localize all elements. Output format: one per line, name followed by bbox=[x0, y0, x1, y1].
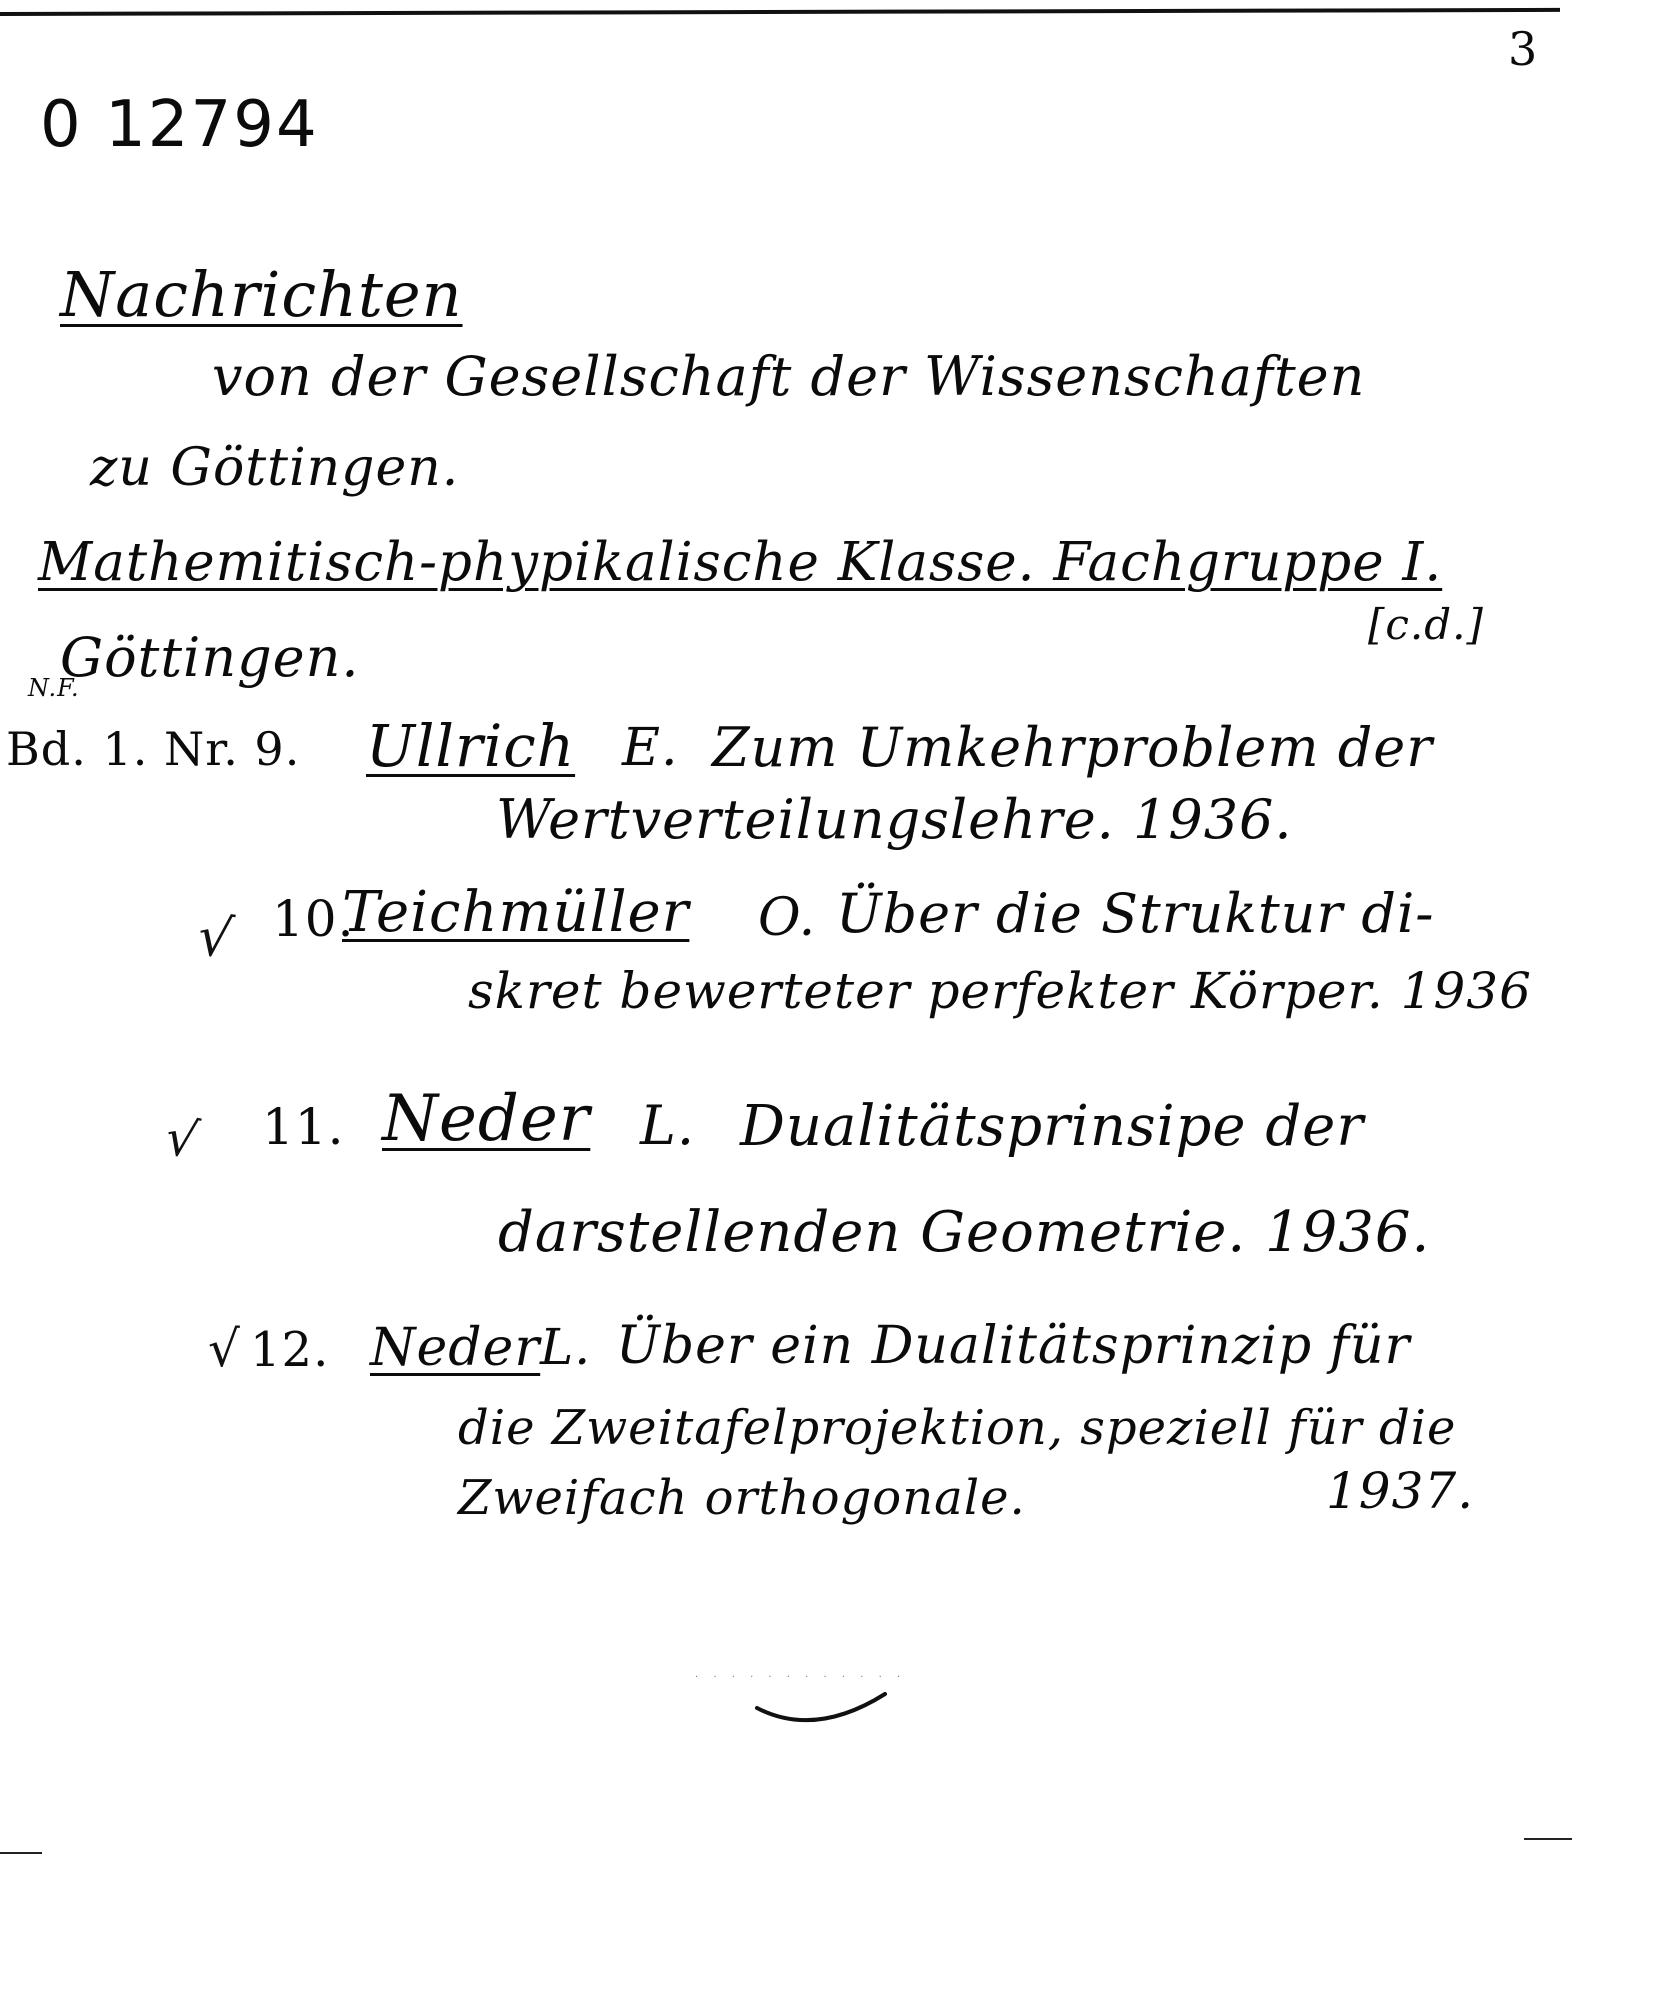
volume-label: Bd. 1. Nr. 9. bbox=[6, 722, 301, 776]
stray-pen-stroke bbox=[755, 1690, 895, 1740]
entry-9-author: Ullrich bbox=[366, 712, 576, 780]
card-title: Nachrichten bbox=[60, 258, 463, 331]
checkmark-icon: √ bbox=[208, 1320, 240, 1378]
right-edge-mark bbox=[1524, 1838, 1572, 1840]
place-prefix: N.F. bbox=[28, 674, 80, 702]
entry-10-author: Teichmüller bbox=[342, 880, 690, 945]
subtitle-line-1: von der Gesellschaft der Wissenschaften bbox=[212, 345, 1366, 408]
entry-12-initial: L. bbox=[540, 1318, 592, 1376]
left-edge-mark bbox=[0, 1852, 42, 1854]
catalog-number: 0 12794 bbox=[40, 88, 319, 162]
entry-10-initial: O. bbox=[758, 888, 817, 948]
class-note: [c.d.] bbox=[1368, 600, 1484, 649]
checkmark-icon: √ bbox=[193, 903, 237, 972]
entry-11-title-line-1: Dualitätsprinsipe der bbox=[740, 1094, 1365, 1159]
top-border-line bbox=[0, 8, 1560, 16]
entry-9-title-line-2: Wertverteilungslehre. 1936. bbox=[496, 788, 1293, 851]
entry-11-title-line-2: darstellenden Geometrie. 1936. bbox=[498, 1200, 1431, 1265]
entry-11-author: Neder bbox=[382, 1082, 591, 1156]
entry-11-number: 11. bbox=[262, 1098, 345, 1156]
entry-10-title-line-2: skret bewerteter perfekter Körper. 1936 bbox=[468, 962, 1532, 1020]
class-line: Mathemitisch-phypikalische Klasse. Fachgruppe I. bbox=[38, 532, 1443, 593]
entry-10-title-line-1: Über die Struktur di- bbox=[836, 882, 1435, 945]
entry-12-number: 12. bbox=[250, 1322, 330, 1378]
entry-12-title-line-2: die Zweitafelprojektion, speziell für die bbox=[458, 1400, 1457, 1456]
place-name: Göttingen. bbox=[60, 626, 360, 689]
entry-9-initial: E. bbox=[622, 718, 679, 778]
checkmark-icon: √ bbox=[161, 1107, 203, 1171]
page-number: 3 bbox=[1508, 22, 1539, 76]
entry-11-initial: L. bbox=[640, 1094, 696, 1157]
subtitle-line-2: zu Göttingen. bbox=[90, 438, 460, 498]
stray-dots: · · · · · · · · · · · · bbox=[695, 1672, 907, 1683]
entry-12-year: 1937. bbox=[1326, 1462, 1475, 1520]
entry-10-number: 10. bbox=[272, 890, 355, 948]
entry-12-author: Neder bbox=[370, 1318, 541, 1378]
entry-12-title-line-1: Über ein Dualitätsprinzip für bbox=[616, 1316, 1411, 1376]
entry-12-title-line-3: Zweifach orthogonale. bbox=[458, 1470, 1026, 1526]
entry-9-title-line-1: Zum Umkehrproblem der bbox=[712, 716, 1434, 779]
